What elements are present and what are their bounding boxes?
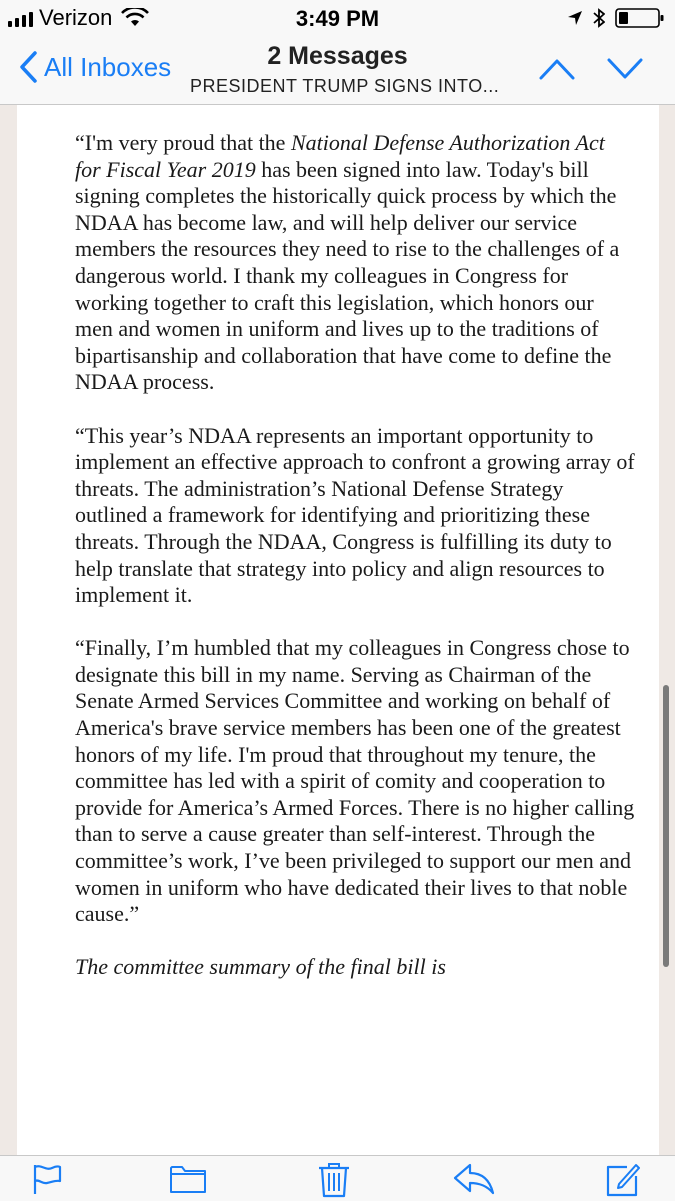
background-margin-left — [0, 105, 17, 1155]
paragraph-3: “Finally, I’m humbled that my colleagues in Congress chose to designate this bill in my name. Serving as Chairman of the Senate Armed Services Committee and working on behalf of America's brave service members has been one of the greatest honors of my life. I'm proud that throughout my tenure, the committee has led with a spirit of comity and cooperation to provide for America’s Armed Forces. There is no higher calling than to serve a cause greater than self-interest. Through the committee’s work, I’ve been privileged to support our men and women in uniform who have dedicated their lives to that noble cause.” — [75, 635, 635, 927]
folder-icon[interactable] — [168, 1162, 208, 1196]
flag-icon[interactable] — [30, 1162, 64, 1196]
previous-message-button[interactable] — [538, 56, 576, 82]
carrier-name: Verizon — [39, 5, 113, 30]
back-button-label: All Inboxes — [44, 51, 172, 82]
compose-icon[interactable] — [605, 1162, 641, 1198]
paragraph-2: “This year’s NDAA represents an important opportunity to implement an effective approach to confront a growing array of threats. The administration’s National Defense Strategy outlined a framework for identifying and prioritizing these threats. Through the NDAA, Congress is fulfilling its duty to help translate that strategy into policy and align resources to implement it. — [75, 422, 635, 608]
status-bar — [0, 0, 675, 38]
next-message-button[interactable] — [606, 56, 644, 82]
paragraph-1 — [75, 130, 635, 396]
paragraph-1-start: “I'm very proud that the — [75, 130, 291, 155]
nav-bar — [0, 38, 675, 105]
message-body[interactable] — [17, 105, 659, 1155]
location-icon — [567, 10, 583, 26]
paragraph-4: The committee summary of the final bill is — [75, 954, 446, 980]
trash-icon[interactable] — [317, 1162, 351, 1198]
act-title: National Defense Authorization Act for Fiscal Year 2019 — [75, 130, 605, 182]
paragraph-1-rest: has been signed into law. Today's bill signing completes the historically quick process by which the NDAA has become law, and will help deliver our service members the resources they need to rise to the challenges of a dangerous world. I thank my colleagues in Congress for working together to craft this legislation, which honors our men and women in uniform and lives up to the traditions of bipartisanship and collaboration that have come to define the NDAA process. — [75, 156, 620, 395]
bluetooth-icon — [593, 8, 605, 28]
thread-title: 2 Messages — [267, 42, 408, 70]
status-time: 3:49 PM — [295, 6, 380, 31]
scrollbar[interactable] — [663, 685, 669, 967]
bottom-toolbar — [0, 1155, 675, 1201]
message-text — [75, 130, 635, 1008]
background-margin-right — [659, 105, 675, 1155]
reply-icon[interactable] — [452, 1162, 496, 1196]
battery-icon — [615, 7, 665, 29]
thread-subject: PRESIDENT TRUMP SIGNS INTO... — [190, 76, 500, 96]
